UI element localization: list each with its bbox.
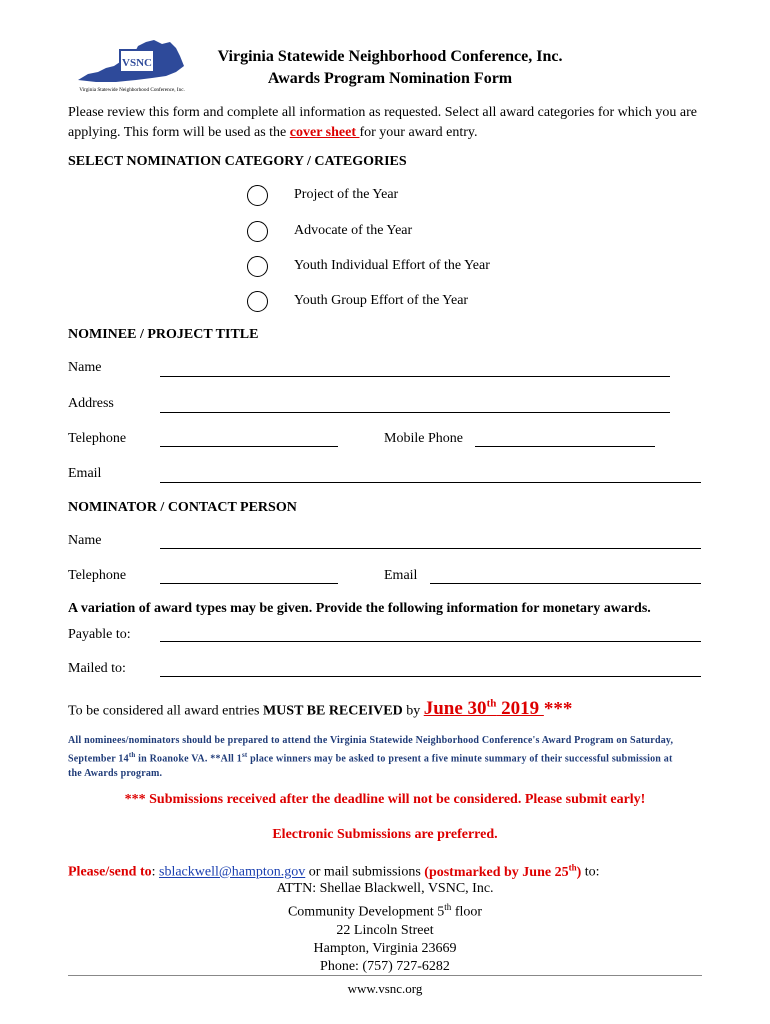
nominator-heading: NOMINATOR / CONTACT PERSON <box>68 500 297 515</box>
late-warning: *** Submissions received after the deadline will not be considered. Please submit early! <box>124 792 646 807</box>
form-org-title: Virginia Statewide Neighborhood Conference, Inc. <box>217 48 563 65</box>
nominee-address-label: Address <box>68 396 114 411</box>
nominee-telephone-field[interactable] <box>160 446 338 447</box>
nominee-mobile-field[interactable] <box>475 446 655 447</box>
attendance-notice: All nominees/nominators should be prepared to attend the Virginia Statewide Neighborhood Conference's Award Program on Saturday, September 14th in Roanoke VA. **All 1st place winners may be asked to present a five minute summary of their successful submission at the Awards program. <box>68 735 674 780</box>
email-link[interactable]: sblackwell@hampton.gov <box>159 864 306 880</box>
footer-website[interactable]: www.vsnc.org <box>347 981 423 996</box>
intro-paragraph: Please review this form and complete all information as requested. Select all award categories for which you are applying. This form will be used as the cover sheet for your award entry. <box>68 105 697 140</box>
nominator-email-field[interactable] <box>430 583 701 584</box>
address-city: Hampton, Virginia 23669 <box>313 940 457 956</box>
nominator-name-label: Name <box>68 533 102 548</box>
nominator-name-field[interactable] <box>160 548 701 549</box>
category-label: Project of the Year <box>294 187 399 202</box>
category-label: Youth Group Effort of the Year <box>294 293 469 308</box>
mailing-address <box>0 880 770 976</box>
nominator-email-label: Email <box>384 568 418 583</box>
radio-youth-individual[interactable] <box>247 256 268 277</box>
send-instructions: Please/send to: sblackwell@hampton.gov or mail submissions (postmarked by June 25th) to: <box>68 862 600 880</box>
logo-text: VSNC <box>122 57 152 69</box>
category-label: Advocate of the Year <box>294 223 413 238</box>
address-phone: Phone: (757) 727-6282 <box>320 958 450 974</box>
mailed-field[interactable] <box>160 676 701 677</box>
nominee-name-field[interactable] <box>160 376 670 377</box>
radio-project-of-year[interactable] <box>247 185 268 206</box>
nominator-telephone-field[interactable] <box>160 583 338 584</box>
payable-label: Payable to: <box>68 627 131 642</box>
nominator-telephone-label: Telephone <box>68 568 127 583</box>
nominee-heading: NOMINEE / PROJECT TITLE <box>68 327 259 342</box>
footer-divider <box>68 975 702 976</box>
radio-advocate-of-year[interactable] <box>247 221 268 242</box>
form-title: Awards Program Nomination Form <box>267 70 513 87</box>
nominee-mobile-label: Mobile Phone <box>384 431 463 446</box>
nominee-email-label: Email <box>68 466 102 481</box>
address-dept: Community Development 5th floor <box>287 902 483 920</box>
vsnc-logo <box>76 36 188 96</box>
mailed-label: Mailed to: <box>68 661 126 676</box>
electronic-preferred: Electronic Submissions are preferred. <box>272 827 498 842</box>
nominee-email-field[interactable] <box>160 482 701 483</box>
deadline-statement: To be considered all award entries MUST BE RECEIVED by June 30th 2019 *** <box>68 698 573 720</box>
monetary-heading: A variation of award types may be given. Provide the following information for monetary awards. <box>68 601 651 616</box>
payable-field[interactable] <box>160 641 701 642</box>
radio-youth-group[interactable] <box>247 291 268 312</box>
category-label: Youth Individual Effort of the Year <box>294 258 490 273</box>
nominee-telephone-label: Telephone <box>68 431 127 446</box>
nominee-name-label: Name <box>68 360 102 375</box>
category-heading: SELECT NOMINATION CATEGORY / CATEGORIES <box>68 154 407 169</box>
cover-sheet-highlight: cover sheet <box>289 125 360 140</box>
logo-caption: Virginia Statewide Neighborhood Conference, Inc. <box>79 87 185 93</box>
nominee-address-field[interactable] <box>160 412 670 413</box>
address-attn: ATTN: Shellae Blackwell, VSNC, Inc. <box>276 881 494 896</box>
address-street: 22 Lincoln Street <box>336 922 434 938</box>
